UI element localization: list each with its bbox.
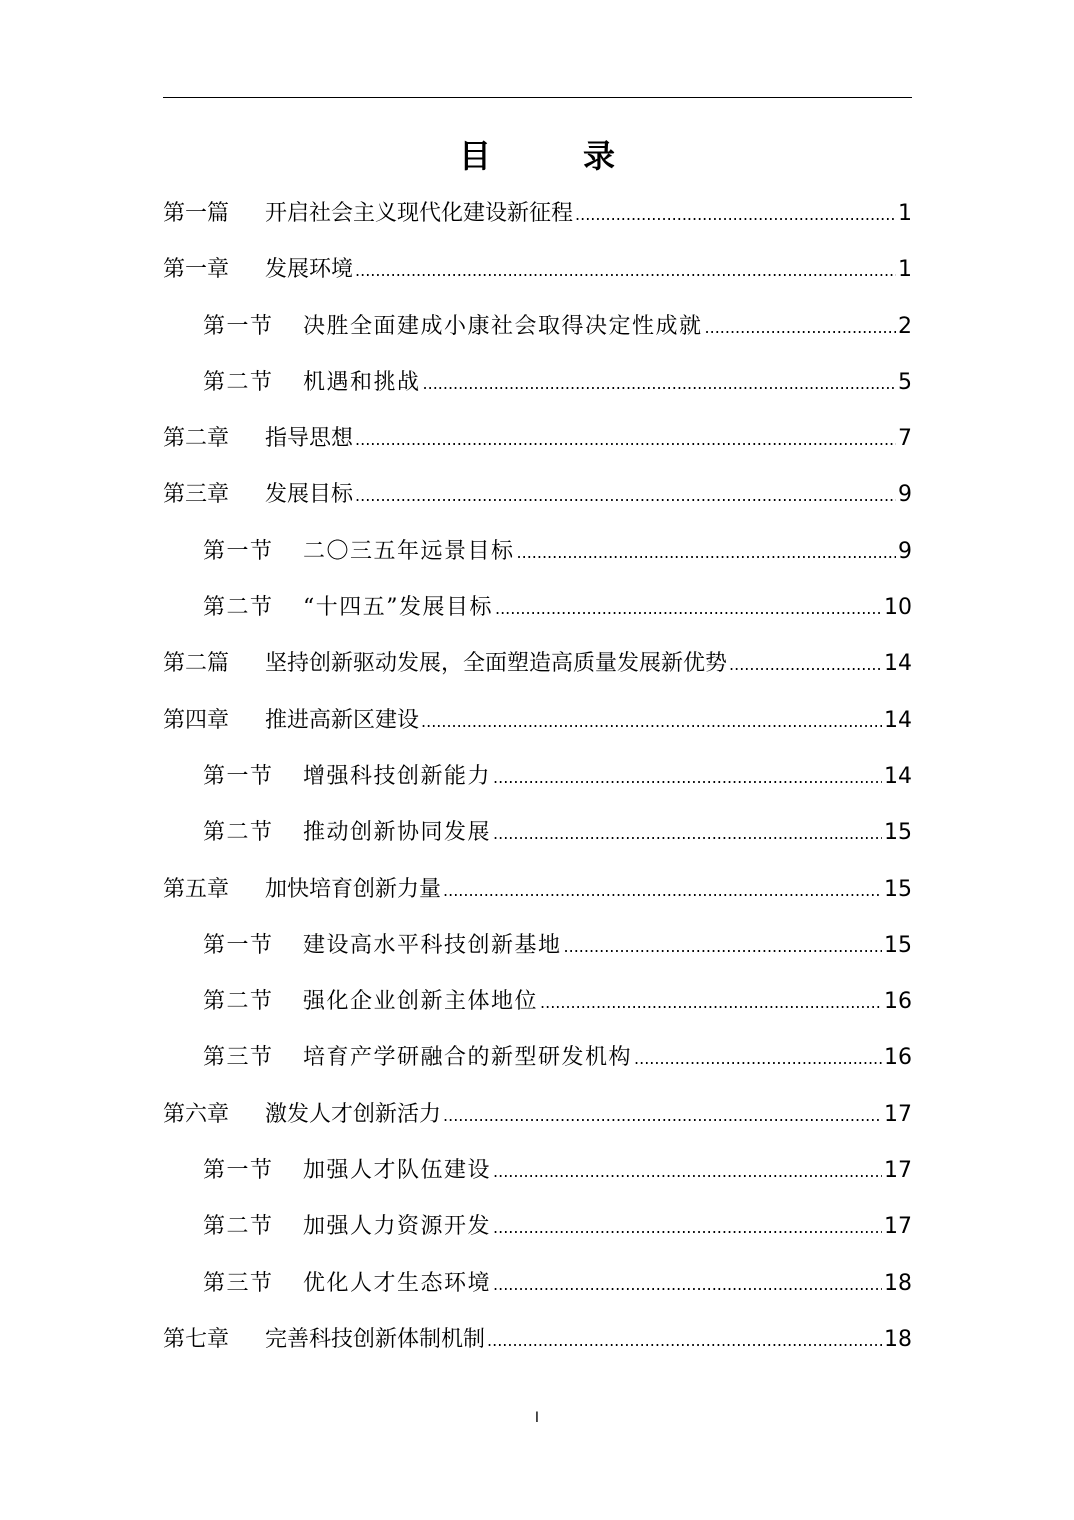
toc-entry-chapter[interactable] xyxy=(163,467,912,523)
toc-entry-page: 17 xyxy=(884,1158,912,1184)
toc-entry-section[interactable] xyxy=(163,1143,912,1199)
toc-entry-label: 加强人才队伍建设 xyxy=(303,1158,492,1184)
header-rule xyxy=(163,97,912,98)
toc-dot-leader xyxy=(487,1312,882,1369)
toc-entry-label: 加强人力资源开发 xyxy=(303,1214,492,1240)
toc-entry-label: 发展目标 xyxy=(265,482,354,508)
toc-entry-label: 机遇和挑战 xyxy=(303,369,421,395)
toc-entry-number: 第一节 xyxy=(203,313,274,339)
toc-entry-page: 14 xyxy=(884,651,912,677)
page-title: 目 录 xyxy=(458,137,645,175)
toc-entry-page: 17 xyxy=(884,1101,912,1127)
toc-entry-page: 15 xyxy=(884,820,912,846)
toc-entry-chapter[interactable] xyxy=(163,411,912,467)
toc-entry-label: 强化企业创新主体地位 xyxy=(303,989,539,1015)
toc-dot-leader xyxy=(493,805,882,862)
toc-entry-number: 第一篇 xyxy=(163,201,230,226)
toc-entry-page: 10 xyxy=(884,595,912,621)
toc-entry-page: 7 xyxy=(898,426,912,452)
toc-entry-page: 1 xyxy=(898,257,912,283)
toc-entry-section[interactable] xyxy=(163,355,912,411)
toc-entry-section[interactable] xyxy=(163,805,912,861)
toc-entry-number: 第六章 xyxy=(163,1101,230,1127)
toc-entry-page: 2 xyxy=(898,313,912,339)
toc-dot-leader xyxy=(493,1143,882,1200)
toc-entry-page: 5 xyxy=(898,369,912,395)
toc-entry-label: 发展环境 xyxy=(265,257,354,283)
toc-entry-label: 激发人才创新活力 xyxy=(265,1101,442,1127)
toc-entry-chapter[interactable] xyxy=(163,862,912,918)
toc-entry-section[interactable] xyxy=(163,580,912,636)
toc-entry-number: 第二节 xyxy=(203,989,274,1015)
toc-entry-label: 二〇三五年远景目标 xyxy=(303,538,515,564)
toc-entry-number: 第三节 xyxy=(203,1045,274,1071)
toc-entry-label: 决胜全面建成小康社会取得决定性成就 xyxy=(303,313,703,339)
toc-entry-number: 第五章 xyxy=(163,876,230,902)
toc-entry-number: 第一章 xyxy=(163,257,230,283)
toc-entry-chapter[interactable] xyxy=(163,636,912,692)
toc-entry-chapter[interactable] xyxy=(163,1312,912,1368)
toc-dot-leader xyxy=(564,918,882,975)
toc-dot-leader xyxy=(634,1030,882,1087)
toc-dot-leader xyxy=(729,636,882,693)
toc-entry-number: 第一节 xyxy=(203,1158,274,1184)
toc-entry-section[interactable] xyxy=(163,974,912,1030)
toc-entry-label: 推动创新协同发展 xyxy=(303,820,492,846)
toc-dot-leader xyxy=(575,186,896,243)
toc-entry-chapter[interactable] xyxy=(163,693,912,749)
toc-entry-page: 18 xyxy=(884,1326,912,1352)
toc-entry-section[interactable] xyxy=(163,1030,912,1086)
toc-entry-label: 建设高水平科技创新基地 xyxy=(303,932,562,958)
toc-entry-section[interactable] xyxy=(163,1199,912,1255)
toc-entry-number: 第二节 xyxy=(203,1214,274,1240)
toc-entry-chapter[interactable] xyxy=(163,242,912,298)
toc-entry-number: 第二节 xyxy=(203,595,274,621)
toc-entry-section[interactable] xyxy=(163,524,912,580)
toc-entry-section[interactable] xyxy=(163,918,912,974)
toc-entry-number: 第二节 xyxy=(203,820,274,846)
toc-entry-label: “十四五”发展目标 xyxy=(303,595,493,621)
toc-dot-leader xyxy=(493,749,882,806)
toc-entry-number: 第三节 xyxy=(203,1270,274,1296)
toc-entry-page: 15 xyxy=(884,876,912,902)
toc-dot-leader xyxy=(493,1199,882,1256)
toc-dot-leader xyxy=(517,524,896,581)
toc-entry-label: 指导思想 xyxy=(265,426,354,452)
toc-entry-page: 9 xyxy=(898,482,912,508)
toc-dot-leader xyxy=(495,580,882,637)
toc-entry-page: 17 xyxy=(884,1214,912,1240)
toc-dot-leader xyxy=(355,467,896,524)
toc-entry-number: 第四章 xyxy=(163,707,230,733)
toc-entry-section[interactable] xyxy=(163,299,912,355)
toc-entry-number: 第七章 xyxy=(163,1326,230,1352)
toc-dot-leader xyxy=(423,355,896,412)
toc-entry-number: 第二节 xyxy=(203,369,274,395)
toc-entry-label: 开启社会主义现代化建设新征程 xyxy=(265,201,574,226)
toc-entry-number: 第三章 xyxy=(163,482,230,508)
toc-dot-leader xyxy=(355,411,896,468)
toc-entry-page: 1 xyxy=(898,201,912,226)
toc-entry-label: 增强科技创新能力 xyxy=(303,763,492,789)
toc-entry-number: 第二章 xyxy=(163,426,230,452)
toc-entry-label: 坚持创新驱动发展，全面塑造高质量发展新优势 xyxy=(265,651,728,677)
toc-entry-section[interactable] xyxy=(163,1256,912,1312)
toc-entry-number: 第一节 xyxy=(203,932,274,958)
toc-entry-label: 优化人才生态环境 xyxy=(303,1270,492,1296)
toc-entry-number: 第二篇 xyxy=(163,651,230,677)
footer-page-number: I xyxy=(534,1410,540,1426)
toc-entry-page: 14 xyxy=(884,707,912,733)
toc-entry-number: 第一节 xyxy=(203,538,274,564)
toc-entry-page: 16 xyxy=(884,989,912,1015)
toc-dot-leader xyxy=(443,862,882,919)
toc-entry-page: 15 xyxy=(884,932,912,958)
toc-entry-chapter[interactable] xyxy=(163,186,912,242)
toc-dot-leader xyxy=(540,974,882,1031)
toc-entry-label: 推进高新区建设 xyxy=(265,707,420,733)
toc-entry-page: 18 xyxy=(884,1270,912,1296)
toc-dot-leader xyxy=(705,299,896,356)
toc-entry-number: 第一节 xyxy=(203,763,274,789)
toc-dot-leader xyxy=(443,1087,882,1144)
toc-entry-label: 培育产学研融合的新型研发机构 xyxy=(303,1045,633,1071)
toc-entry-chapter[interactable] xyxy=(163,1087,912,1143)
toc-entry-page: 9 xyxy=(898,538,912,564)
table-of-contents xyxy=(163,186,912,1368)
toc-dot-leader xyxy=(355,242,896,299)
toc-dot-leader xyxy=(421,693,882,750)
toc-dot-leader xyxy=(493,1256,882,1313)
toc-entry-page: 14 xyxy=(884,763,912,789)
toc-entry-label: 完善科技创新体制机制 xyxy=(265,1326,486,1352)
toc-entry-label: 加快培育创新力量 xyxy=(265,876,442,902)
toc-entry-page: 16 xyxy=(884,1045,912,1071)
toc-entry-section[interactable] xyxy=(163,749,912,805)
